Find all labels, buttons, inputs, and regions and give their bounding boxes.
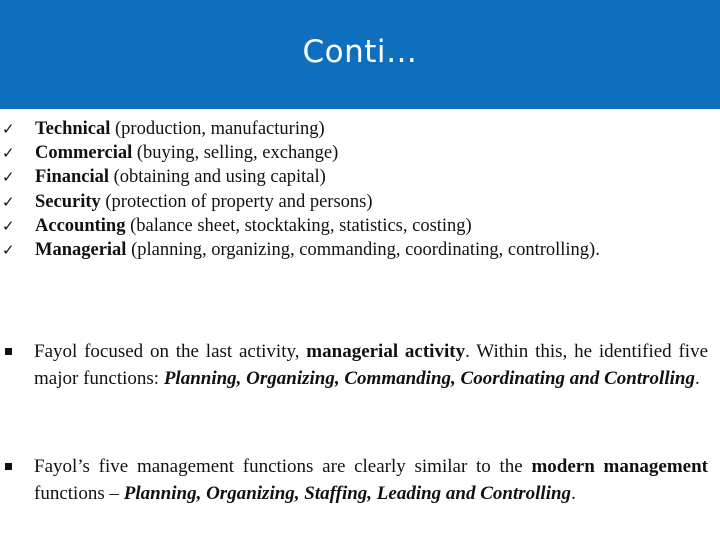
activity-detail: (production, manufacturing) — [110, 119, 325, 139]
activity-text — [35, 238, 600, 262]
activity-text — [35, 141, 338, 165]
checkmark-icon: ✓ — [2, 216, 15, 235]
activity-term: Accounting — [35, 215, 126, 236]
activity-term: Technical — [35, 119, 111, 139]
activities-checklist — [0, 117, 720, 262]
slide-title: Conti… — [302, 34, 418, 70]
paragraph-italic-functions: Planning, Organizing, Staffing, Leading and Controlling — [123, 482, 572, 504]
title-bar — [0, 0, 720, 109]
activity-detail: (buying, selling, exchange) — [132, 143, 339, 164]
paragraph-text-run: . — [571, 482, 576, 504]
activity-text — [35, 214, 472, 238]
activity-text — [35, 165, 326, 189]
activity-detail: (planning, organizing, commanding, coordinating, controlling). — [126, 239, 600, 260]
paragraph-managerial-activity — [0, 339, 720, 392]
activity-item — [0, 117, 720, 141]
activity-detail: (balance sheet, stocktaking, statistics, costing) — [125, 215, 472, 236]
activity-item — [0, 141, 720, 165]
checkmark-icon: ✓ — [2, 120, 15, 138]
paragraph-text-run: . — [694, 367, 700, 389]
paragraph-modern-functions — [0, 454, 720, 507]
paragraph-text — [34, 339, 708, 392]
paragraph-bold-phrase: modern management — [531, 456, 708, 477]
activity-text — [35, 117, 325, 141]
paragraph-italic-functions: Planning, Organizing, Commanding, Coordinating and Controlling — [163, 367, 695, 389]
activity-detail: (protection of property and persons) — [100, 191, 373, 212]
activity-term: Managerial — [35, 239, 127, 260]
paragraph-text-run: Fayol’s five management functions are clearly similar to the — [34, 456, 532, 477]
paragraph-text-run: functions – — [34, 482, 124, 504]
activity-detail: (obtaining and using capital) — [109, 167, 326, 188]
square-bullet-icon — [5, 348, 12, 355]
checkmark-icon: ✓ — [2, 192, 15, 211]
paragraph-text-run: Fayol focused on the last activity, — [34, 341, 307, 362]
activity-item — [0, 238, 720, 262]
checkmark-icon: ✓ — [2, 168, 15, 187]
activity-text — [35, 190, 373, 214]
paragraph-bold-phrase: managerial activity — [306, 341, 466, 362]
checkmark-icon: ✓ — [2, 144, 15, 163]
activity-term: Commercial — [35, 143, 133, 164]
activity-item — [0, 165, 720, 189]
paragraph-text — [34, 454, 708, 507]
activity-item — [0, 214, 720, 238]
activity-term: Financial — [35, 167, 110, 188]
paragraph-text-run: . Within this, he identified five major functions: — [34, 341, 708, 389]
square-bullet-icon — [5, 463, 12, 470]
activity-term: Security — [35, 191, 101, 212]
checkmark-icon: ✓ — [2, 240, 15, 259]
activity-item — [0, 190, 720, 214]
